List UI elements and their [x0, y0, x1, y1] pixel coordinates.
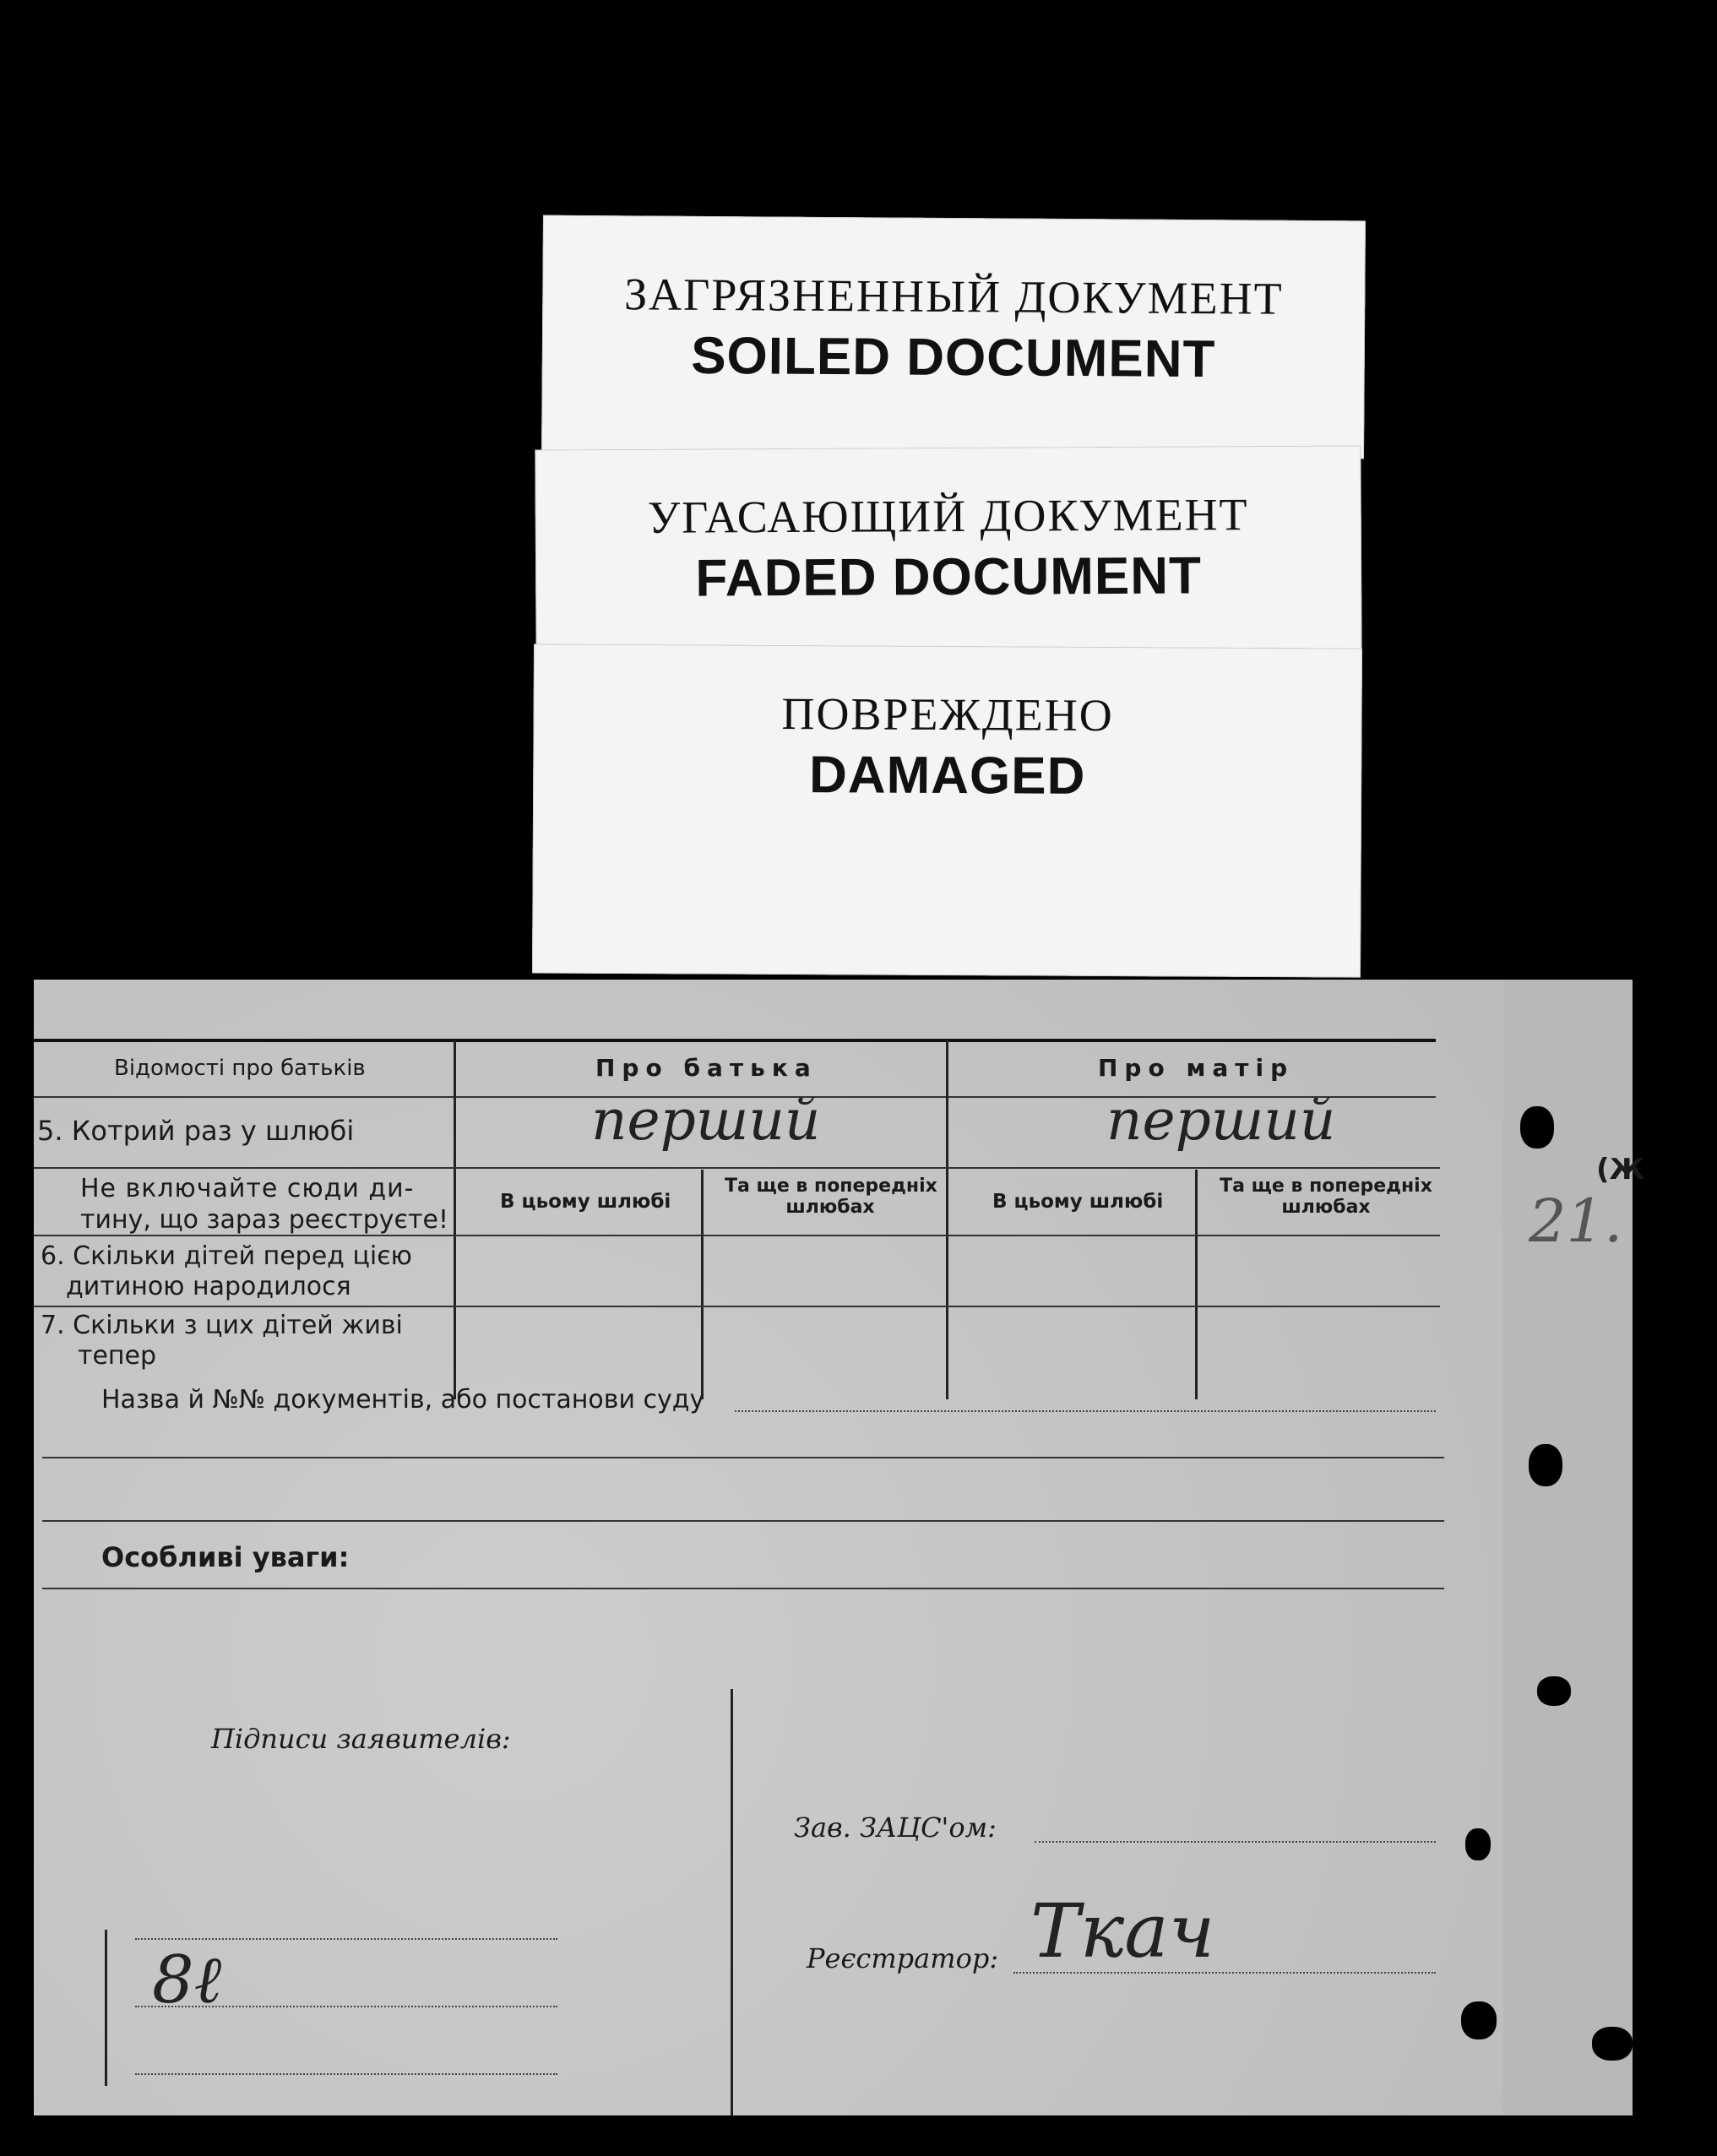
damage-spot [1529, 1444, 1562, 1486]
documents-label: Назва й №№ документів, або постанови суду [101, 1385, 705, 1415]
about-mother-header: Про матір [1098, 1054, 1295, 1082]
documents-rule [42, 1457, 1444, 1458]
documents-dotted-line [735, 1410, 1436, 1412]
signature-bracket [105, 1930, 107, 2086]
head-registry-label: Зав. ЗАЦС'ом: [794, 1811, 997, 1844]
torn-edge-strip [1503, 980, 1633, 2115]
damage-spot [1461, 2001, 1497, 2039]
father-this-marriage-header: В цьому шлюбі [500, 1191, 671, 1213]
special-notes-rule [42, 1588, 1444, 1589]
signature-line [135, 2073, 557, 2075]
special-notes-label: Особливі уваги: [101, 1541, 350, 1573]
notice-en-text: SOILED DOCUMENT [690, 326, 1216, 389]
column-divider [701, 1170, 704, 1399]
father-marriage-count: перший [591, 1088, 821, 1153]
notice-ru-text: ЗАГРЯЗНЕННЫЙ ДОКУМЕНТ [623, 269, 1284, 324]
applicants-signatures-label: Підписи заявителів: [211, 1723, 511, 1755]
column-divider [1195, 1170, 1198, 1399]
prev-line-2: шлюбах [785, 1197, 875, 1218]
father-prev-marriages-header [725, 1176, 936, 1218]
about-father-header: Про батька [595, 1054, 818, 1082]
prev-line-1: Та ще в попередніх [1220, 1176, 1432, 1197]
applicant-signature: 8ℓ [152, 1942, 222, 2018]
row-7-line-1: 7. Скільки з цих дітей живі [41, 1311, 403, 1340]
side-text: (Ж [1596, 1153, 1645, 1187]
damage-spot [1537, 1676, 1571, 1706]
signature-line [135, 1938, 557, 1940]
notice-ru-text: УГАСАЮЩИЙ ДОКУМЕНТ [647, 489, 1249, 543]
registration-form [34, 980, 1645, 2115]
notice-en-text: FADED DOCUMENT [695, 546, 1203, 608]
head-signature-line [1035, 1841, 1436, 1843]
row-rule [34, 1235, 1440, 1236]
note-line-1: Не включайте сюди ди- [80, 1174, 415, 1203]
note-line-2: тину, що зараз реєструєте! [80, 1205, 448, 1235]
damage-spot [1592, 2027, 1633, 2061]
notice-en-text: DAMAGED [808, 746, 1086, 806]
row-6-line-2: дитиною народилося [66, 1272, 351, 1301]
side-number: 21. [1529, 1187, 1623, 1256]
parents-info-header: Відомості про батьків [114, 1056, 366, 1081]
faded-document-notice [535, 445, 1361, 664]
row-rule [34, 1167, 1440, 1169]
registrar-label: Реєстратор: [807, 1942, 999, 1974]
column-divider [454, 1040, 456, 1399]
mother-marriage-count: перший [1106, 1088, 1336, 1153]
damage-spot [1520, 1106, 1554, 1149]
signature-divider [731, 1689, 733, 2115]
prev-line-1: Та ще в попередніх [725, 1176, 937, 1197]
row-rule [34, 1306, 1440, 1307]
damaged-notice [532, 644, 1362, 977]
row-5-label: 5. Котрий раз у шлюбі [37, 1115, 355, 1147]
mother-prev-marriages-header [1216, 1176, 1436, 1218]
registrar-signature: Ткач [1030, 1887, 1215, 1974]
notice-ru-text: ПОВРЕЖДЕНО [781, 687, 1114, 741]
mother-this-marriage-header: В цьому шлюбі [992, 1191, 1164, 1213]
row-6-line-1: 6. Скільки дітей перед цією [41, 1241, 412, 1271]
table-top-rule [34, 1039, 1436, 1042]
column-divider [946, 1040, 948, 1399]
prev-line-2: шлюбах [1281, 1197, 1371, 1218]
damage-spot [1465, 1828, 1491, 1860]
documents-rule [42, 1520, 1444, 1522]
soiled-document-notice [541, 215, 1366, 459]
row-7-line-2: тепер [78, 1341, 157, 1371]
